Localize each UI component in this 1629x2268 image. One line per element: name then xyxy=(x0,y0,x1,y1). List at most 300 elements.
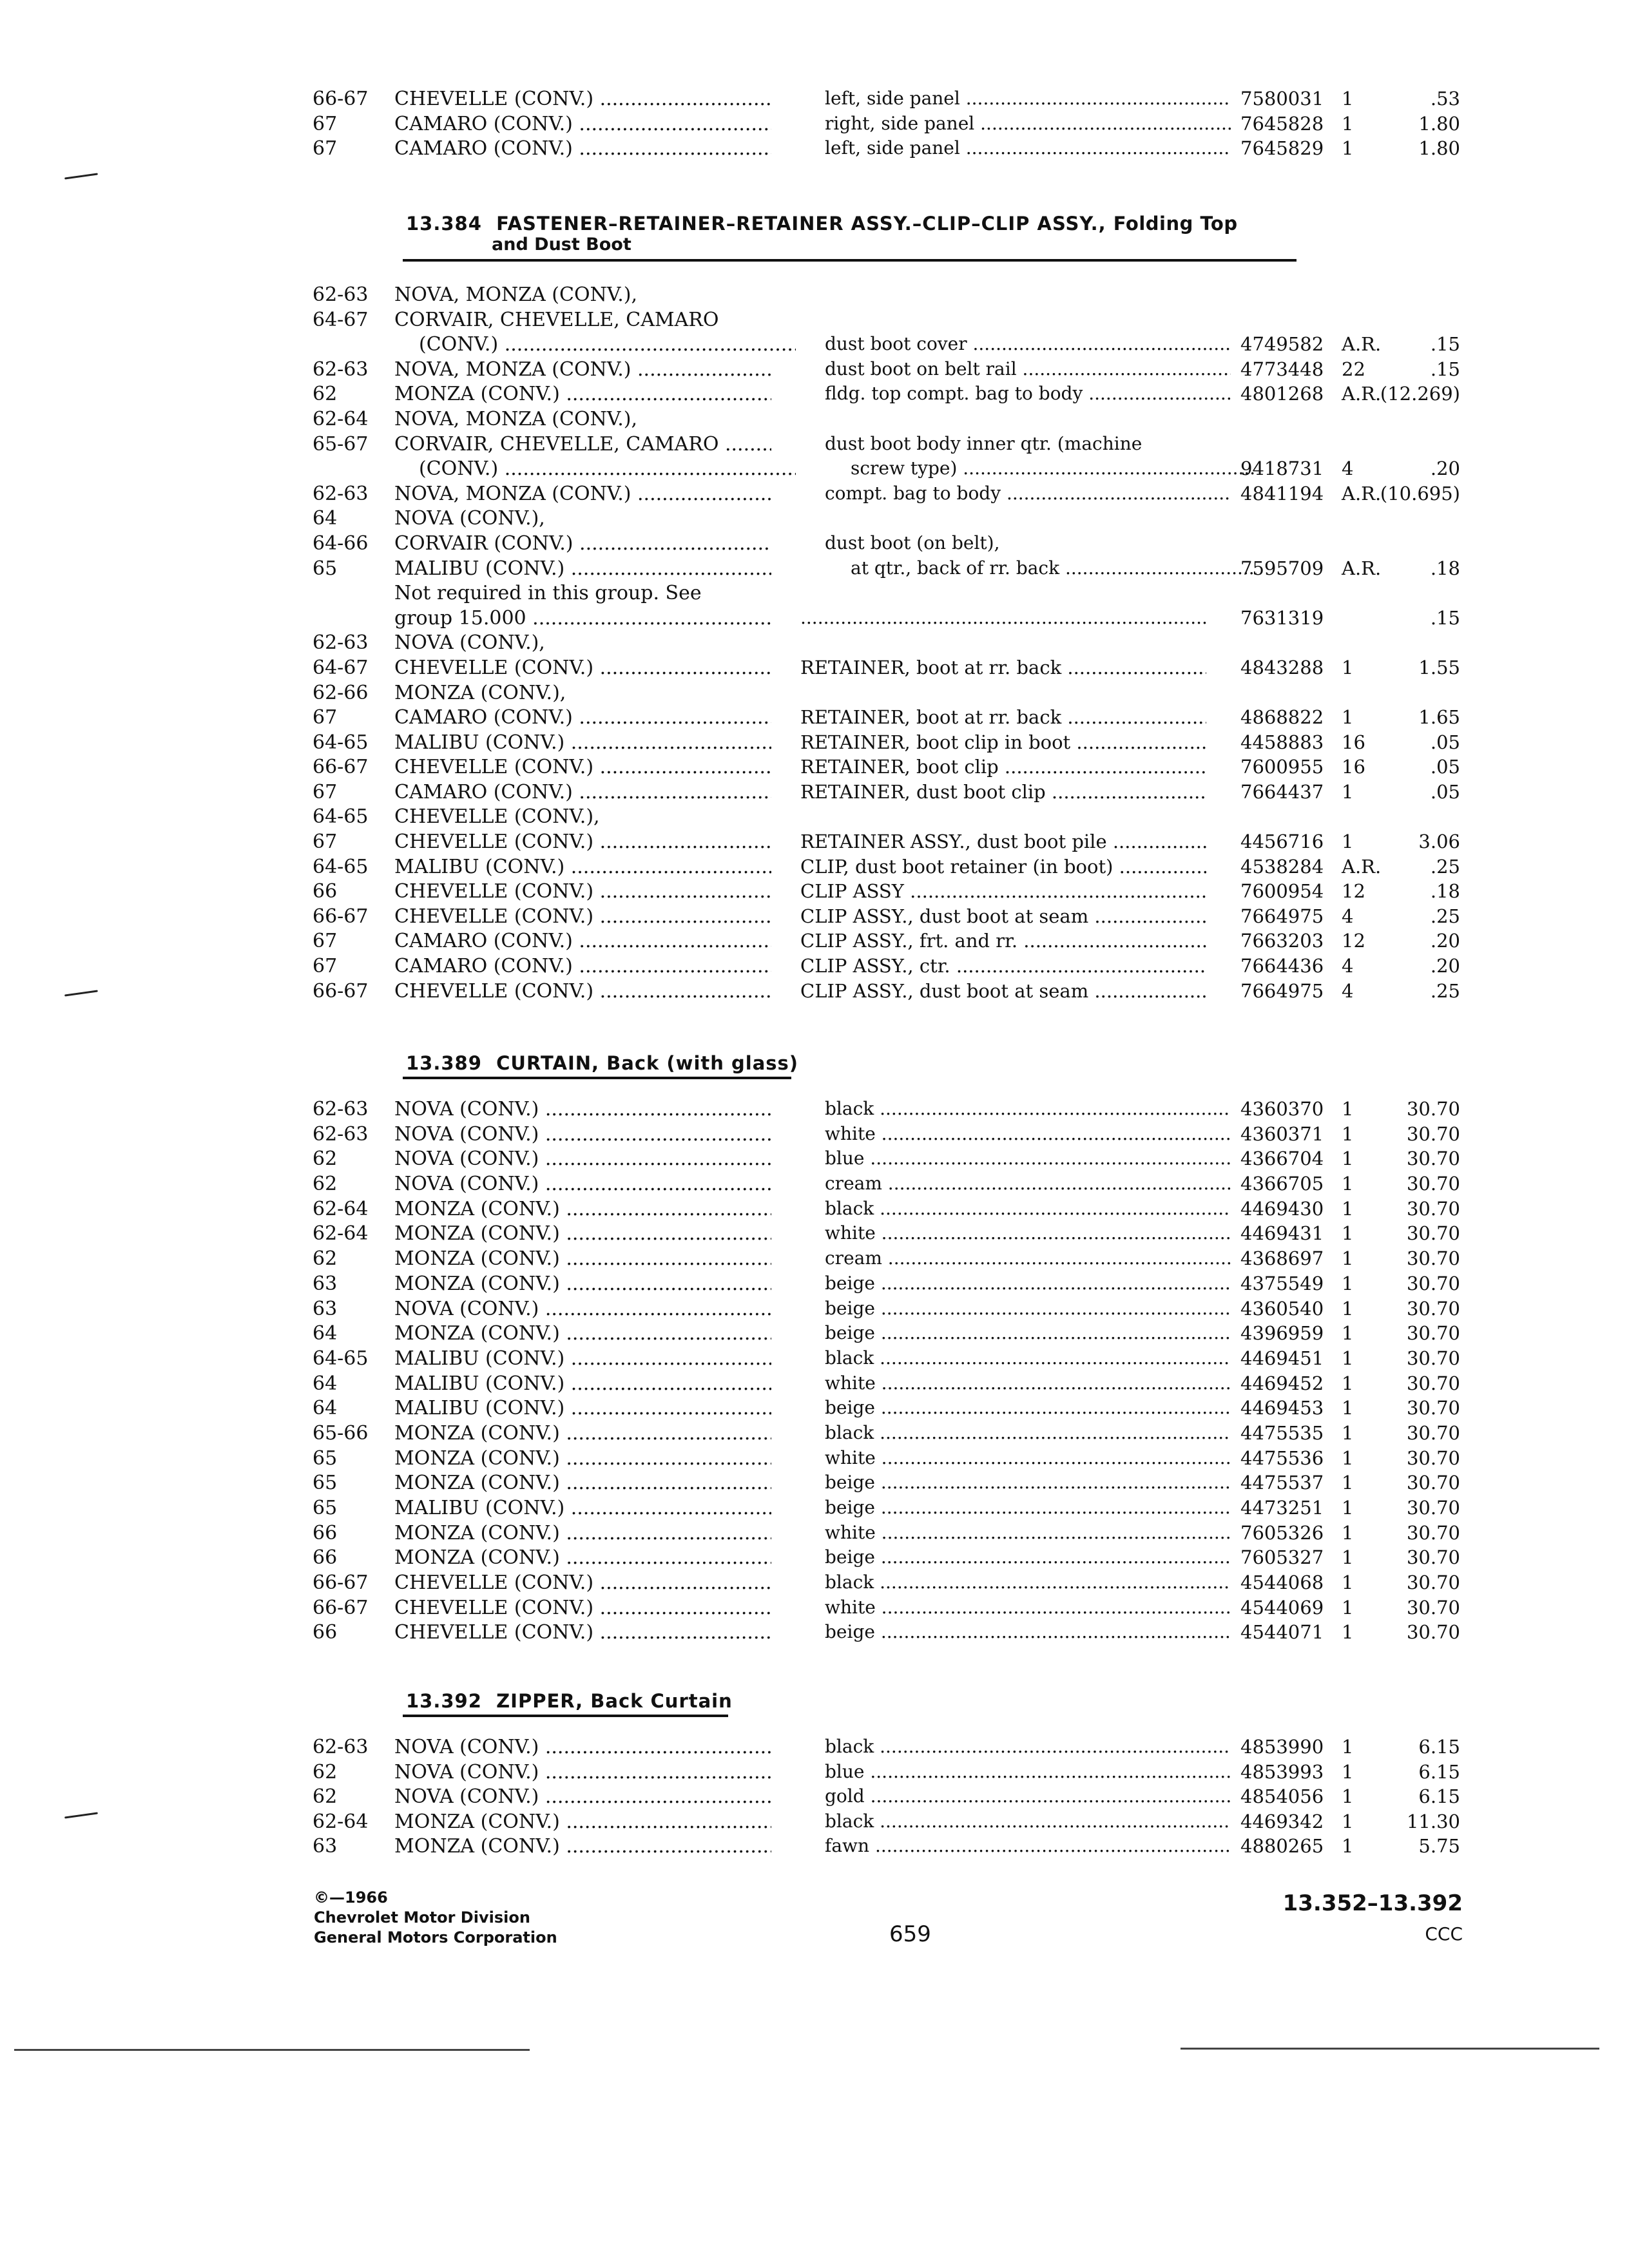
row-description: fldg. top compt. bag to body ..... xyxy=(825,383,1231,404)
row-description: black ..... xyxy=(825,1571,1231,1593)
row-part-number: 4469452 xyxy=(1240,1372,1324,1394)
row-years: 64-67 xyxy=(313,308,369,331)
row-part-number: 7664975 xyxy=(1240,905,1324,927)
row-model: CAMARO (CONV.) ..... xyxy=(394,955,771,977)
row-model: MALIBU (CONV.) ..... xyxy=(394,731,771,754)
row-part-number: 7600955 xyxy=(1240,756,1324,778)
row-model: MONZA (CONV.) ..... xyxy=(394,1247,771,1270)
row-description: RETAINER, dust boot clip ..... xyxy=(800,781,1206,803)
row-price: 3.06 xyxy=(1418,831,1460,853)
row-years: 67 xyxy=(313,137,338,160)
footer-corporation: General Motors Corporation xyxy=(314,1928,557,1946)
row-description: beige ..... xyxy=(825,1298,1231,1319)
table-row xyxy=(0,1835,1629,1860)
row-quantity: 1 xyxy=(1342,1571,1354,1594)
row-years: 66-67 xyxy=(313,756,369,779)
row-years: 66-67 xyxy=(313,1571,369,1595)
table-row xyxy=(0,383,1629,408)
row-part-number: 4538284 xyxy=(1240,855,1324,878)
row-price: 30.70 xyxy=(1406,1446,1460,1469)
row-model: (CONV.) ..... xyxy=(419,457,796,480)
row-price: 30.70 xyxy=(1406,1197,1460,1220)
row-quantity: 4 xyxy=(1342,457,1354,480)
row-quantity: A.R. xyxy=(1342,557,1382,579)
table-row xyxy=(0,1173,1629,1198)
row-part-number: 4868822 xyxy=(1240,706,1324,729)
row-years: 63 xyxy=(313,1835,338,1858)
row-price: .18 xyxy=(1430,557,1460,579)
row-years: 67 xyxy=(313,955,338,978)
row-price: (10.695) xyxy=(1380,482,1460,505)
section-13389-rows xyxy=(0,1098,1629,1646)
row-part-number: 4475537 xyxy=(1240,1472,1324,1494)
row-model: (CONV.) ..... xyxy=(419,333,796,356)
table-row xyxy=(0,1447,1629,1472)
row-years: 62-64 xyxy=(313,1197,369,1220)
row-part-number: 4458883 xyxy=(1240,731,1324,753)
row-years: 67 xyxy=(313,706,338,729)
row-price: .15 xyxy=(1430,358,1460,380)
row-model: CORVAIR, CHEVELLE, CAMARO xyxy=(394,308,719,331)
row-quantity: 1 xyxy=(1342,1098,1354,1120)
row-price: 30.70 xyxy=(1406,1247,1460,1270)
row-description: white ..... xyxy=(825,1372,1231,1394)
row-quantity: 1 xyxy=(1342,1173,1354,1195)
row-part-number: 7664437 xyxy=(1240,780,1324,803)
row-quantity: 12 xyxy=(1342,930,1365,952)
row-model: CHEVELLE (CONV.) ..... xyxy=(394,905,771,928)
row-years: 62-64 xyxy=(313,1222,369,1245)
table-row xyxy=(0,1621,1629,1646)
row-model: MONZA (CONV.) ..... xyxy=(394,383,771,405)
row-model: MALIBU (CONV.) ..... xyxy=(394,856,771,878)
table-row xyxy=(0,1198,1629,1223)
row-price: 6.15 xyxy=(1418,1736,1460,1758)
row-model: MONZA (CONV.) ..... xyxy=(394,1472,771,1494)
table-row xyxy=(0,1123,1629,1148)
row-description: RETAINER ASSY., dust boot pile ..... xyxy=(800,831,1206,852)
row-years: 62 xyxy=(313,1148,338,1171)
row-description: RETAINER, boot at rr. back ..... xyxy=(800,706,1206,728)
table-row xyxy=(0,333,1629,358)
section-13384-header xyxy=(406,213,1238,235)
row-price: 6.15 xyxy=(1418,1785,1460,1807)
row-description: dust boot body inner qtr. (machine xyxy=(825,432,1142,454)
table-row xyxy=(0,1736,1629,1761)
row-model: CHEVELLE (CONV.) ..... xyxy=(394,88,771,110)
table-row xyxy=(0,1761,1629,1786)
row-model: MALIBU (CONV.) ..... xyxy=(394,557,771,580)
row-description: black ..... xyxy=(825,1098,1231,1119)
row-years: 63 xyxy=(313,1272,338,1295)
row-price: 30.70 xyxy=(1406,1596,1460,1619)
row-model: CORVAIR (CONV.) ..... xyxy=(394,532,771,555)
section-number: 13.384 xyxy=(406,213,482,235)
row-quantity: 22 xyxy=(1342,358,1365,380)
row-description: white ..... xyxy=(825,1123,1231,1144)
row-model: Not required in this group. See xyxy=(394,582,702,605)
row-model: NOVA (CONV.), xyxy=(394,631,545,655)
row-years: 62 xyxy=(313,1785,338,1808)
row-part-number: 4375549 xyxy=(1240,1272,1324,1294)
row-description: CLIP, dust boot retainer (in boot) ..... xyxy=(800,856,1206,878)
row-part-number: 4841194 xyxy=(1240,482,1324,505)
bottom-rule-right xyxy=(1181,2048,1599,2050)
row-model: CHEVELLE (CONV.) ..... xyxy=(394,880,771,903)
row-price: 30.70 xyxy=(1406,1571,1460,1594)
footer-range: 13.352–13.392 xyxy=(1282,1890,1463,1916)
row-model: MONZA (CONV.) ..... xyxy=(394,1273,771,1295)
row-part-number: 4475535 xyxy=(1240,1421,1324,1444)
row-price: 1.80 xyxy=(1418,137,1460,159)
section-title-rest: Folding Top xyxy=(1113,213,1238,235)
bottom-rule-left xyxy=(14,2049,530,2051)
row-quantity: A.R. xyxy=(1342,333,1382,356)
table-row xyxy=(0,706,1629,731)
row-part-number: 4854056 xyxy=(1240,1785,1324,1807)
row-part-number: 4469431 xyxy=(1240,1222,1324,1245)
row-price: 30.70 xyxy=(1406,1372,1460,1394)
section-title: ZIPPER, xyxy=(496,1690,584,1712)
row-part-number: 4360371 xyxy=(1240,1122,1324,1145)
row-quantity: 1 xyxy=(1342,1197,1354,1220)
row-years: 64 xyxy=(313,1322,338,1345)
row-part-number: 4880265 xyxy=(1240,1835,1324,1857)
row-quantity: 1 xyxy=(1342,1148,1354,1170)
section-13384-rows xyxy=(0,284,1629,1004)
row-part-number: 4544071 xyxy=(1240,1621,1324,1644)
row-price: 30.70 xyxy=(1406,1397,1460,1419)
row-model: MALIBU (CONV.) ..... xyxy=(394,1372,771,1395)
row-quantity: 4 xyxy=(1342,979,1354,1002)
row-description: black ..... xyxy=(825,1736,1231,1757)
row-quantity: 1 xyxy=(1342,1521,1354,1544)
table-row xyxy=(0,657,1629,682)
row-model: MONZA (CONV.) ..... xyxy=(394,1522,771,1544)
row-description: black ..... xyxy=(825,1422,1231,1443)
row-price: (12.269) xyxy=(1380,383,1460,405)
margin-mark xyxy=(64,173,98,179)
row-part-number: 4366705 xyxy=(1240,1173,1324,1195)
row-description: fawn ..... xyxy=(825,1835,1231,1856)
row-quantity: 16 xyxy=(1342,731,1365,753)
row-price: 30.70 xyxy=(1406,1546,1460,1569)
table-row xyxy=(0,756,1629,781)
row-model: MONZA (CONV.) ..... xyxy=(394,1422,771,1445)
row-years: 67 xyxy=(313,780,338,803)
row-model: CHEVELLE (CONV.) ..... xyxy=(394,1571,771,1594)
row-description: left, side panel ..... xyxy=(825,137,1231,159)
row-quantity: 1 xyxy=(1342,1596,1354,1619)
row-price: 5.75 xyxy=(1418,1835,1460,1857)
table-row xyxy=(0,1222,1629,1247)
row-part-number: 4749582 xyxy=(1240,333,1324,356)
table-row xyxy=(0,1247,1629,1273)
row-description: CLIP ASSY., dust boot at seam ..... xyxy=(800,905,1206,927)
row-years: 65-66 xyxy=(313,1421,369,1445)
table-row xyxy=(0,433,1629,458)
row-part-number: 4366704 xyxy=(1240,1148,1324,1170)
row-part-number: 7595709 xyxy=(1240,557,1324,579)
row-quantity: 12 xyxy=(1342,880,1365,903)
table-row xyxy=(0,113,1629,138)
table-row xyxy=(0,1571,1629,1597)
row-description: dust boot on belt rail ..... xyxy=(825,358,1231,380)
row-years: 65 xyxy=(313,1497,338,1519)
row-years: 62-63 xyxy=(313,1736,369,1758)
row-part-number: 4360540 xyxy=(1240,1297,1324,1320)
table-row xyxy=(0,1298,1629,1323)
row-price: 6.15 xyxy=(1418,1760,1460,1783)
table-row xyxy=(0,532,1629,557)
row-price: .20 xyxy=(1430,457,1460,480)
row-model: CHEVELLE (CONV.) ..... xyxy=(394,657,771,679)
row-quantity: 1 xyxy=(1342,1546,1354,1569)
row-part-number: 4843288 xyxy=(1240,656,1324,678)
row-description: right, side panel ..... xyxy=(825,113,1231,134)
row-years: 62-63 xyxy=(313,1098,369,1120)
row-years: 66-67 xyxy=(313,88,369,110)
table-row xyxy=(0,631,1629,657)
row-description: RETAINER, boot at rr. back ..... xyxy=(800,657,1206,678)
row-price: 30.70 xyxy=(1406,1497,1460,1519)
footer-code: CCC xyxy=(1425,1923,1463,1945)
section-title: FASTENER–RETAINER–RETAINER ASSY.–CLIP–CLIP ASSY., xyxy=(496,213,1106,235)
table-row xyxy=(0,1597,1629,1622)
row-years: 62-63 xyxy=(313,1122,369,1146)
table-row xyxy=(0,137,1629,162)
row-years: 62-63 xyxy=(313,284,369,306)
row-years: 67 xyxy=(313,831,338,854)
row-years: 64 xyxy=(313,1372,338,1395)
row-part-number: 4368697 xyxy=(1240,1247,1324,1270)
row-price: 30.70 xyxy=(1406,1472,1460,1494)
row-model: MONZA (CONV.), xyxy=(394,681,566,704)
row-quantity: 1 xyxy=(1342,1397,1354,1419)
row-years: 65 xyxy=(313,1446,338,1470)
table-row xyxy=(0,88,1629,113)
row-price: .15 xyxy=(1430,333,1460,356)
row-model: CHEVELLE (CONV.) ..... xyxy=(394,1597,771,1619)
row-part-number: 7631319 xyxy=(1240,606,1324,629)
row-model: NOVA (CONV.) ..... xyxy=(394,1098,771,1120)
row-description: dust boot cover ..... xyxy=(825,333,1231,354)
row-part-number: 7605326 xyxy=(1240,1521,1324,1544)
row-model: group 15.000 ..... xyxy=(394,607,771,629)
row-part-number: 4544068 xyxy=(1240,1571,1324,1594)
row-description: compt. bag to body ..... xyxy=(825,483,1231,504)
row-price: .05 xyxy=(1430,780,1460,803)
section-13389-header xyxy=(406,1052,798,1074)
row-price: .20 xyxy=(1430,955,1460,977)
footer-division: Chevrolet Motor Division xyxy=(314,1908,530,1927)
row-part-number: 4469451 xyxy=(1240,1347,1324,1369)
row-model: NOVA (CONV.) ..... xyxy=(394,1298,771,1320)
row-price: 30.70 xyxy=(1406,1272,1460,1294)
row-quantity: 1 xyxy=(1342,1835,1354,1857)
row-description: screw type) ..... xyxy=(851,457,1257,479)
section-number: 13.392 xyxy=(406,1690,482,1712)
row-part-number: 4469342 xyxy=(1240,1810,1324,1832)
row-description: white ..... xyxy=(825,1597,1231,1618)
row-part-number: 4853993 xyxy=(1240,1760,1324,1783)
row-quantity: 1 xyxy=(1342,1446,1354,1469)
row-model: MALIBU (CONV.) ..... xyxy=(394,1497,771,1519)
table-row xyxy=(0,930,1629,955)
row-model: MONZA (CONV.) ..... xyxy=(394,1835,771,1858)
row-model: NOVA (CONV.) ..... xyxy=(394,1736,771,1758)
table-row xyxy=(0,1273,1629,1298)
row-quantity: 1 xyxy=(1342,1472,1354,1494)
row-model: NOVA (CONV.), xyxy=(394,507,545,530)
row-description: white ..... xyxy=(825,1222,1231,1244)
row-price: .05 xyxy=(1430,756,1460,778)
row-model: CORVAIR, CHEVELLE, CAMARO ..... xyxy=(394,433,771,456)
row-years: 62 xyxy=(313,1760,338,1783)
table-row xyxy=(0,1322,1629,1347)
table-row xyxy=(0,1472,1629,1497)
row-years: 66 xyxy=(313,1621,338,1644)
row-years: 66-67 xyxy=(313,979,369,1003)
row-model: MONZA (CONV.) ..... xyxy=(394,1222,771,1245)
row-quantity: 1 xyxy=(1342,831,1354,853)
table-row xyxy=(0,1347,1629,1372)
row-description: black ..... xyxy=(825,1347,1231,1369)
row-quantity: 1 xyxy=(1342,1222,1354,1245)
row-quantity: A.R. xyxy=(1342,482,1382,505)
row-years: 62-64 xyxy=(313,407,369,430)
row-part-number: 4456716 xyxy=(1240,831,1324,853)
row-model: CAMARO (CONV.) ..... xyxy=(394,113,771,135)
row-quantity: 1 xyxy=(1342,1810,1354,1832)
row-quantity: 1 xyxy=(1342,1122,1354,1145)
row-part-number: 7605327 xyxy=(1240,1546,1324,1569)
row-price: 30.70 xyxy=(1406,1322,1460,1345)
row-part-number: 4801268 xyxy=(1240,383,1324,405)
section-title: CURTAIN, xyxy=(496,1052,600,1074)
row-description: left, side panel ..... xyxy=(825,88,1231,109)
row-description: RETAINER, boot clip ..... xyxy=(800,756,1206,778)
row-part-number: 7663203 xyxy=(1240,930,1324,952)
row-years: 65-67 xyxy=(313,432,369,456)
row-part-number: 7664975 xyxy=(1240,979,1324,1002)
row-description: beige ..... xyxy=(825,1273,1231,1294)
row-part-number: 4473251 xyxy=(1240,1497,1324,1519)
row-part-number: 4469453 xyxy=(1240,1397,1324,1419)
row-quantity: 4 xyxy=(1342,955,1354,977)
row-quantity: 1 xyxy=(1342,112,1354,135)
row-part-number: 4469430 xyxy=(1240,1197,1324,1220)
table-row xyxy=(0,1546,1629,1571)
table-row xyxy=(0,1811,1629,1836)
row-quantity: 1 xyxy=(1342,1736,1354,1758)
row-description: white ..... xyxy=(825,1447,1231,1468)
row-model: NOVA, MONZA (CONV.), xyxy=(394,284,637,306)
row-model: NOVA (CONV.) ..... xyxy=(394,1785,771,1808)
section-13389-rule xyxy=(403,1077,791,1079)
row-price: 30.70 xyxy=(1406,1621,1460,1644)
row-quantity: 1 xyxy=(1342,1347,1354,1369)
row-years: 64-65 xyxy=(313,731,369,754)
row-price: 30.70 xyxy=(1406,1421,1460,1444)
row-model: MALIBU (CONV.) ..... xyxy=(394,1347,771,1370)
row-model: NOVA (CONV.) ..... xyxy=(394,1173,771,1195)
row-model: CHEVELLE (CONV.) ..... xyxy=(394,980,771,1003)
row-description: cream ..... xyxy=(825,1173,1231,1194)
row-price: .20 xyxy=(1430,930,1460,952)
row-quantity: 1 xyxy=(1342,88,1354,110)
row-price: .25 xyxy=(1430,979,1460,1002)
row-years: 65 xyxy=(313,557,338,580)
row-quantity: 1 xyxy=(1342,1247,1354,1270)
row-description: CLIP ASSY ..... xyxy=(800,880,1206,902)
row-years: 64-67 xyxy=(313,656,369,679)
table-row xyxy=(0,1785,1629,1811)
row-description: black ..... xyxy=(825,1811,1231,1832)
row-part-number: 4396959 xyxy=(1240,1322,1324,1345)
row-quantity: A.R. xyxy=(1342,855,1382,878)
row-part-number: 7664436 xyxy=(1240,955,1324,977)
row-description: black ..... xyxy=(825,1198,1231,1219)
table-row xyxy=(0,880,1629,905)
table-row xyxy=(0,781,1629,806)
row-model: CAMARO (CONV.) ..... xyxy=(394,781,771,803)
table-row xyxy=(0,955,1629,980)
row-description xyxy=(800,607,1206,628)
row-part-number: 7645828 xyxy=(1240,112,1324,135)
row-price: .05 xyxy=(1430,731,1460,753)
row-model: NOVA (CONV.) ..... xyxy=(394,1123,771,1146)
row-quantity: 1 xyxy=(1342,780,1354,803)
table-row xyxy=(0,905,1629,930)
row-years: 66 xyxy=(313,1546,338,1570)
row-model: MALIBU (CONV.) ..... xyxy=(394,1397,771,1419)
row-years: 64-65 xyxy=(313,805,369,829)
row-price: .15 xyxy=(1430,606,1460,629)
row-years: 64 xyxy=(313,507,338,530)
page-number: 659 xyxy=(889,1921,931,1947)
row-years: 62 xyxy=(313,1247,338,1271)
row-years: 65 xyxy=(313,1472,338,1495)
table-row xyxy=(0,1522,1629,1547)
row-description: CLIP ASSY., dust boot at seam ..... xyxy=(800,980,1206,1002)
row-years: 62-63 xyxy=(313,482,369,505)
row-price: 30.70 xyxy=(1406,1222,1460,1245)
row-description: at qtr., back of rr. back ..... xyxy=(851,557,1257,579)
footer-copyright: ©—1966 xyxy=(314,1888,388,1907)
row-quantity: 1 xyxy=(1342,1297,1354,1320)
row-description: cream ..... xyxy=(825,1247,1231,1269)
row-quantity: 1 xyxy=(1342,137,1354,159)
row-part-number: 4544069 xyxy=(1240,1596,1324,1619)
row-part-number: 4853990 xyxy=(1240,1736,1324,1758)
row-description: blue ..... xyxy=(825,1761,1231,1782)
row-quantity: A.R. xyxy=(1342,383,1382,405)
row-model: NOVA, MONZA (CONV.), xyxy=(394,407,637,430)
row-description: gold ..... xyxy=(825,1785,1231,1807)
row-quantity: 1 xyxy=(1342,1322,1354,1345)
row-description: beige ..... xyxy=(825,1472,1231,1493)
row-years: 64 xyxy=(313,1397,338,1420)
table-row xyxy=(0,483,1629,508)
row-description: beige ..... xyxy=(825,1497,1231,1518)
row-part-number: 7600954 xyxy=(1240,880,1324,903)
row-model: CHEVELLE (CONV.) ..... xyxy=(394,831,771,853)
row-quantity: 1 xyxy=(1342,1497,1354,1519)
table-row xyxy=(0,607,1629,632)
row-description: beige ..... xyxy=(825,1546,1231,1568)
row-price: 1.55 xyxy=(1418,656,1460,678)
